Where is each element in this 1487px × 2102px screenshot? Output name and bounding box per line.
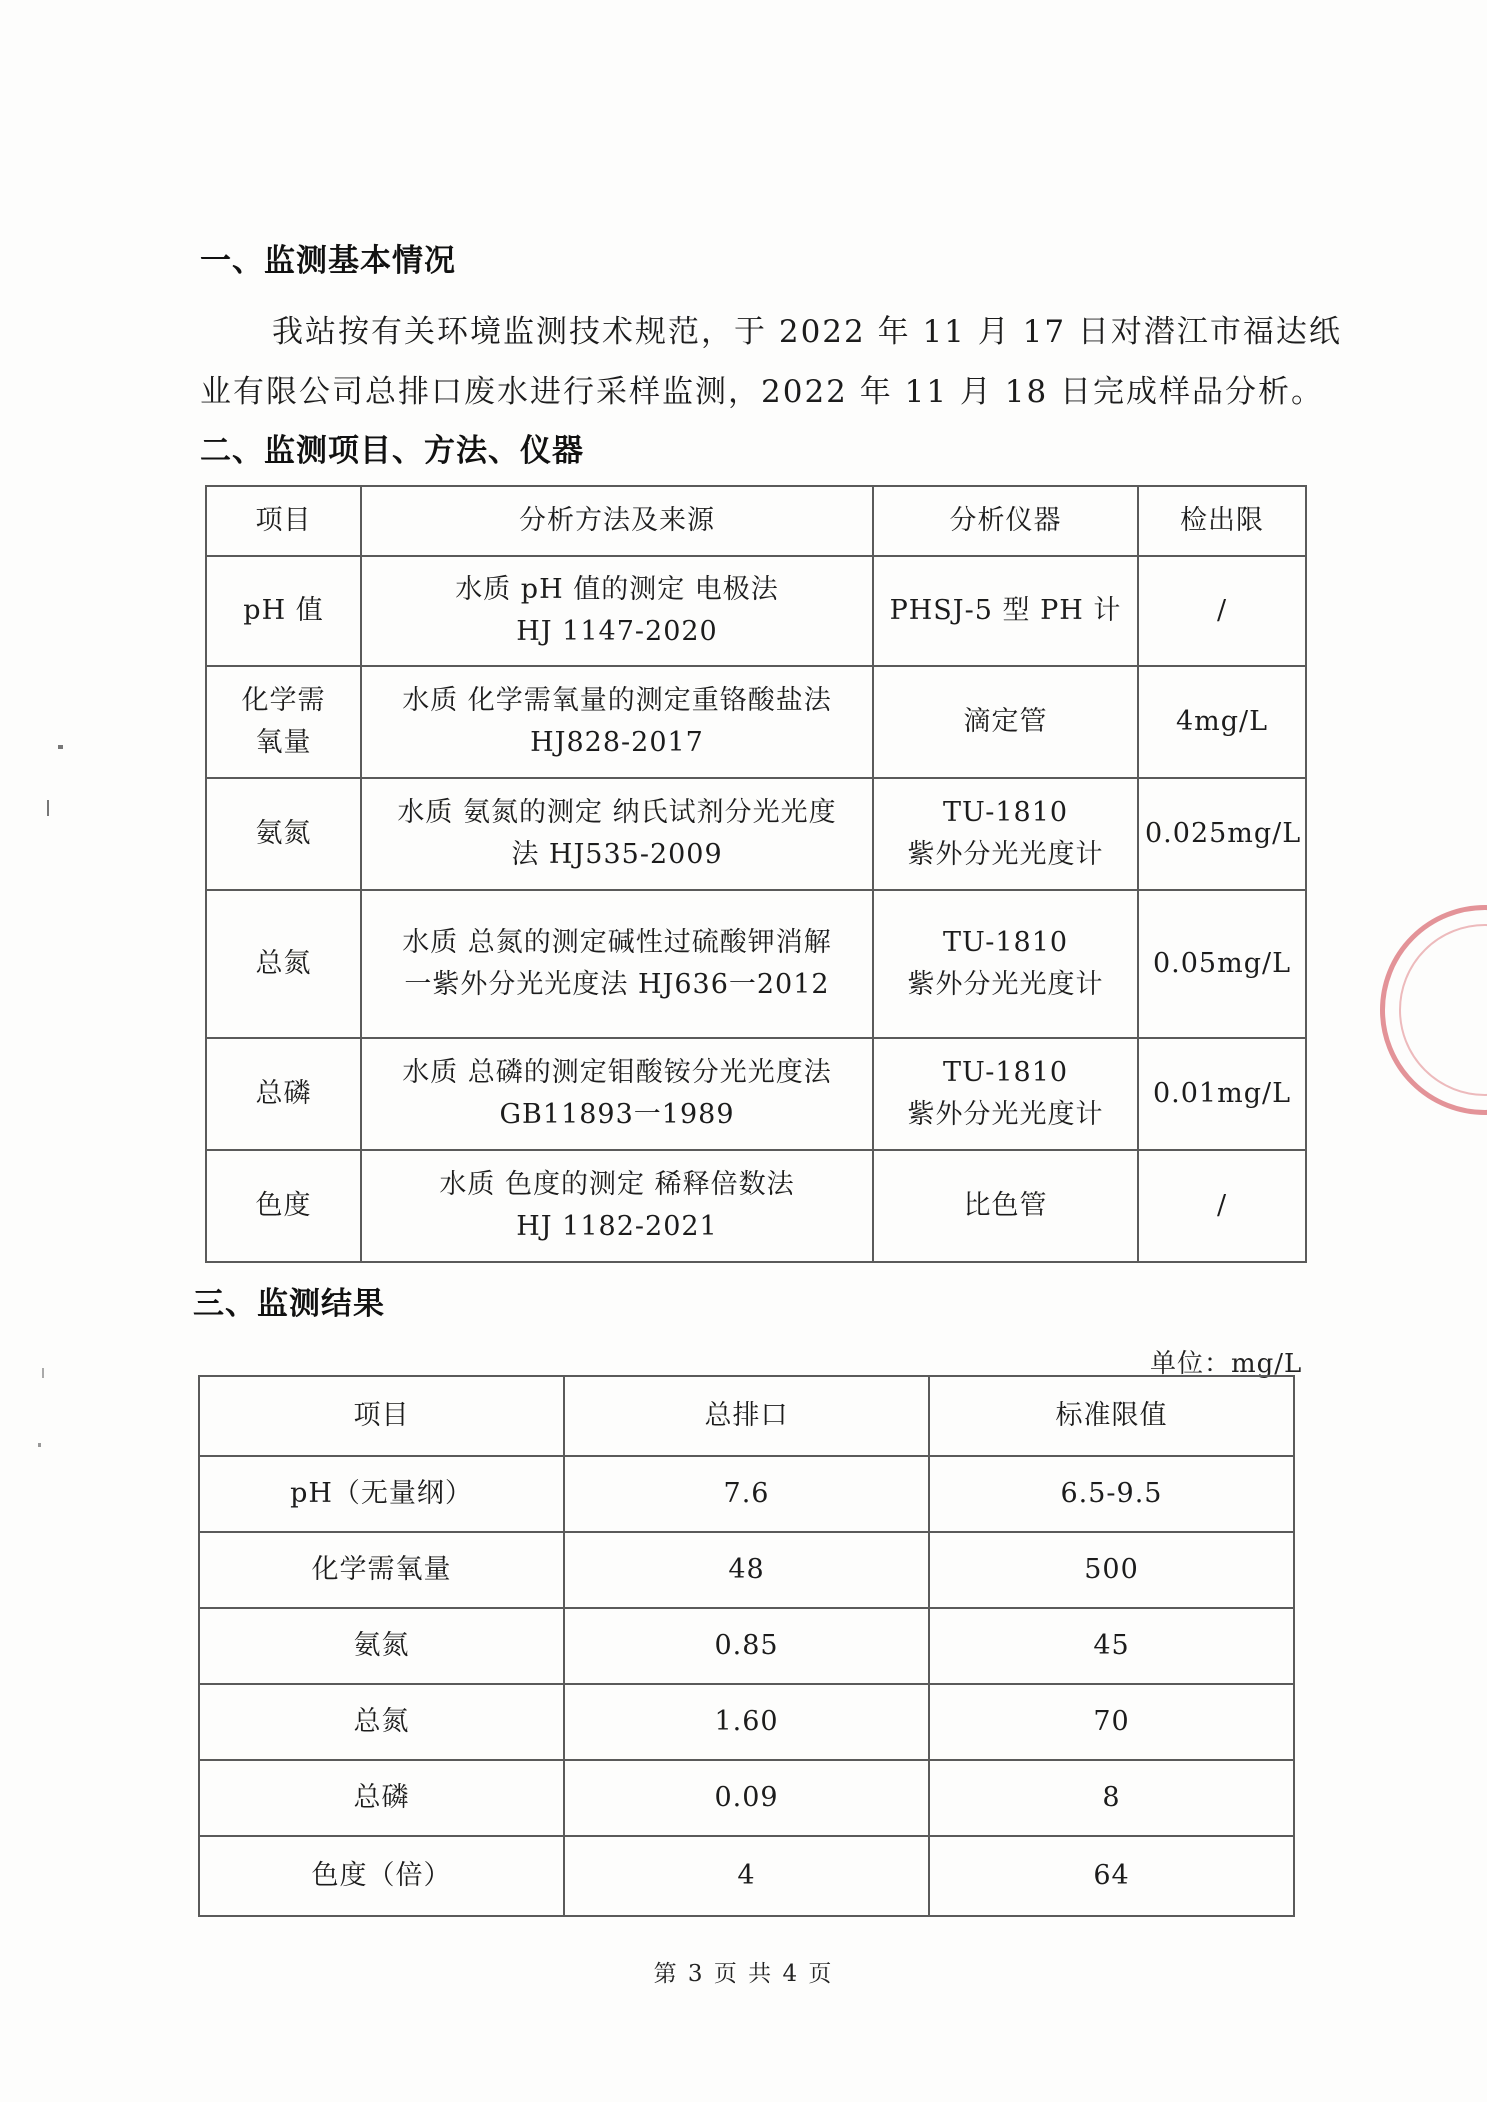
- methods-header-limit: 检出限: [1138, 486, 1306, 556]
- instrument-line: 比色管: [963, 1190, 1048, 1222]
- section-heading-results: 三、监测结果: [193, 1286, 385, 1322]
- method-line: HJ828-2017: [530, 727, 704, 758]
- item-line: pH 值: [243, 595, 324, 627]
- methods-method-cell: [361, 890, 873, 1038]
- methods-item-cell: [206, 1150, 361, 1262]
- methods-header-row: [206, 486, 1306, 556]
- methods-item-cell: [206, 778, 361, 890]
- methods-limit-cell: 4mg/L: [1138, 666, 1306, 778]
- method-line: 水质 总氮的测定碱性过硫酸钾消解: [402, 927, 832, 959]
- instrument-line: TU-1810: [942, 797, 1069, 829]
- methods-table: [205, 485, 1307, 1263]
- item-line: 总磷: [255, 1078, 312, 1110]
- paragraph-line-2: 业有限公司总排口废水进行采样监测，2022 年 11 月 18 日完成样品分析。: [200, 374, 1325, 410]
- section-heading-methods: 二、监测项目、方法、仪器: [200, 433, 584, 469]
- methods-method-cell: [361, 1038, 873, 1150]
- methods-method-cell: [361, 1150, 873, 1262]
- methods-instrument-cell: [873, 890, 1138, 1038]
- methods-row: [206, 556, 1306, 666]
- method-line: 法 HJ535-2009: [511, 839, 723, 870]
- results-row: [199, 1456, 1294, 1532]
- results-row: [199, 1532, 1294, 1608]
- results-item-cell: 总磷: [199, 1760, 564, 1836]
- methods-item-cell: [206, 890, 361, 1038]
- seal-inner-ring: [1399, 924, 1487, 1096]
- results-standard-cell: 8: [929, 1760, 1294, 1836]
- methods-header-method: 分析方法及来源: [361, 486, 873, 556]
- results-table: [198, 1375, 1295, 1917]
- item-line: 氨氮: [255, 818, 312, 850]
- instrument-line: TU-1810: [942, 927, 1069, 959]
- results-item-cell: 色度（倍）: [199, 1836, 564, 1916]
- methods-row: [206, 890, 1306, 1038]
- methods-method-cell: [361, 666, 873, 778]
- methods-item-cell: [206, 666, 361, 778]
- method-line: 水质 pH 值的测定 电极法: [455, 574, 779, 606]
- results-header-standard: 标准限值: [929, 1376, 1294, 1456]
- results-row: [199, 1836, 1294, 1916]
- item-line: 总氮: [255, 948, 312, 980]
- method-line: 一紫外分光光度法 HJ636一2012: [404, 969, 830, 1000]
- results-outlet-cell: 0.09: [564, 1760, 929, 1836]
- methods-instrument-cell: [873, 1150, 1138, 1262]
- instrument-line: 滴定管: [963, 706, 1048, 738]
- scan-speck: [38, 1443, 41, 1447]
- method-line: 水质 氨氮的测定 纳氏试剂分光光度: [397, 797, 837, 829]
- methods-limit-cell: /: [1138, 1150, 1306, 1262]
- methods-item-cell: [206, 556, 361, 666]
- methods-limit-cell: /: [1138, 556, 1306, 666]
- results-standard-cell: 45: [929, 1608, 1294, 1684]
- methods-limit-cell: 0.025mg/L: [1138, 778, 1306, 890]
- methods-row: [206, 1150, 1306, 1262]
- results-row: [199, 1608, 1294, 1684]
- methods-instrument-cell: [873, 556, 1138, 666]
- results-outlet-cell: 48: [564, 1532, 929, 1608]
- red-seal-stamp: [1380, 905, 1487, 1115]
- method-line: 水质 化学需氧量的测定重铬酸盐法: [402, 685, 832, 717]
- methods-header-item: 项目: [206, 486, 361, 556]
- methods-row: [206, 1038, 1306, 1150]
- results-item-cell: 氨氮: [199, 1608, 564, 1684]
- results-outlet-cell: 0.85: [564, 1608, 929, 1684]
- scan-speck: [58, 745, 63, 749]
- unit-label: 单位：mg/L: [1150, 1349, 1303, 1379]
- methods-item-cell: [206, 1038, 361, 1150]
- item-line: 氧量: [255, 727, 312, 758]
- results-standard-cell: 6.5-9.5: [929, 1456, 1294, 1532]
- methods-method-cell: [361, 556, 873, 666]
- scan-speck: [42, 1368, 44, 1378]
- item-line: 化学需: [241, 685, 326, 717]
- methods-limit-cell: 0.01mg/L: [1138, 1038, 1306, 1150]
- results-row: [199, 1760, 1294, 1836]
- instrument-line: PHSJ-5 型 PH 计: [889, 595, 1122, 627]
- instrument-line: 紫外分光光度计: [907, 969, 1104, 1000]
- instrument-line: TU-1810: [942, 1057, 1069, 1089]
- results-header-row: [199, 1376, 1294, 1456]
- methods-instrument-cell: [873, 1038, 1138, 1150]
- instrument-line: 紫外分光光度计: [907, 839, 1104, 870]
- results-outlet-cell: 1.60: [564, 1684, 929, 1760]
- item-line: 色度: [255, 1190, 312, 1222]
- results-outlet-cell: 7.6: [564, 1456, 929, 1532]
- page-footer: 第 3 页 共 4 页: [653, 1961, 834, 1987]
- methods-instrument-cell: [873, 778, 1138, 890]
- results-outlet-cell: 4: [564, 1836, 929, 1916]
- method-line: HJ 1147-2020: [516, 616, 718, 647]
- results-item-cell: pH（无量纲）: [199, 1456, 564, 1532]
- methods-row: [206, 778, 1306, 890]
- section-heading-basic-info: 一、监测基本情况: [200, 243, 456, 279]
- results-standard-cell: 500: [929, 1532, 1294, 1608]
- results-header-item: 项目: [199, 1376, 564, 1456]
- method-line: HJ 1182-2021: [516, 1211, 718, 1242]
- results-standard-cell: 70: [929, 1684, 1294, 1760]
- methods-header-instrument: 分析仪器: [873, 486, 1138, 556]
- methods-row: [206, 666, 1306, 778]
- results-row: [199, 1684, 1294, 1760]
- method-line: 水质 色度的测定 稀释倍数法: [439, 1169, 795, 1201]
- results-item-cell: 总氮: [199, 1684, 564, 1760]
- results-standard-cell: 64: [929, 1836, 1294, 1916]
- instrument-line: 紫外分光光度计: [907, 1099, 1104, 1130]
- methods-limit-cell: 0.05mg/L: [1138, 890, 1306, 1038]
- method-line: 水质 总磷的测定钼酸铵分光光度法: [402, 1057, 832, 1089]
- method-line: GB11893一1989: [499, 1099, 735, 1130]
- methods-method-cell: [361, 778, 873, 890]
- methods-instrument-cell: [873, 666, 1138, 778]
- results-header-outlet: 总排口: [564, 1376, 929, 1456]
- results-item-cell: 化学需氧量: [199, 1532, 564, 1608]
- scan-speck: [47, 800, 49, 816]
- paragraph-line-1: 我站按有关环境监测技术规范，于 2022 年 11 月 17 日对潜江市福达纸: [272, 314, 1342, 350]
